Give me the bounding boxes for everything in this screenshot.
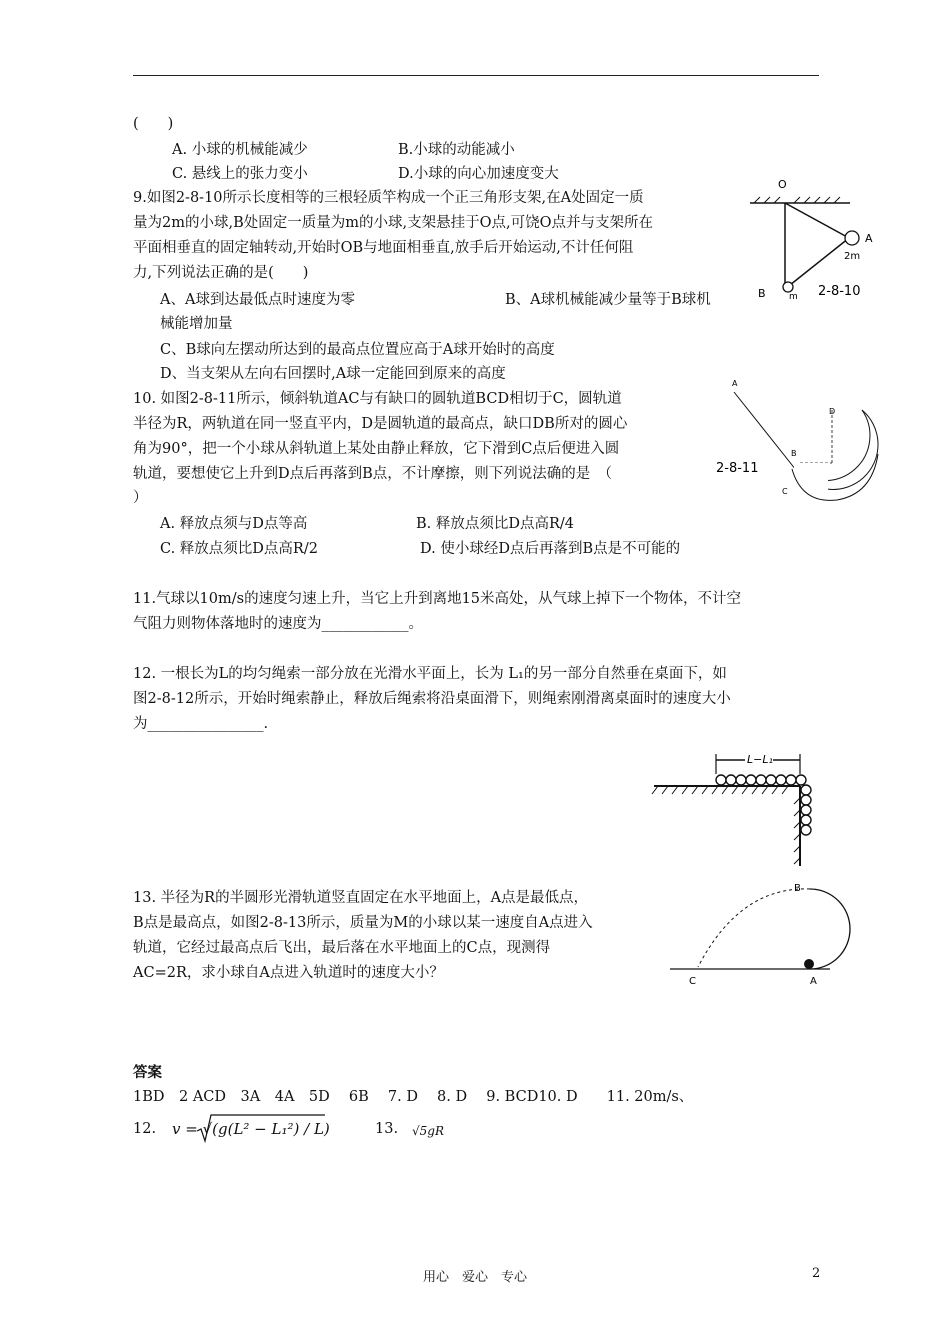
q10-option-c: C. 释放点须比D点高R/2 <box>160 541 318 557</box>
q12-line1: 12. 一根长为L的均匀绳索一部分放在光滑水平面上，长为 L₁的另一部分自然垂在桌面下，如 <box>133 666 727 682</box>
figure-2-8-11 <box>712 374 912 509</box>
answer-13-formula: √5gR <box>412 1124 444 1138</box>
q9-option-a: A、A球到达最低点时速度为零 <box>160 292 355 308</box>
q9-line2: 量为2m的小球,B处固定一质量为m的小球,支架悬挂于O点,可饶O点并与支架所在 <box>133 215 653 231</box>
q9-line3: 平面相垂直的固定轴转动,开始时OB与地面相垂直,放手后开始运动,不计任何阻 <box>133 240 634 256</box>
figure-caption: 2-8-11 <box>716 461 759 476</box>
label-m: m <box>789 292 798 302</box>
q12-line3: 为________________. <box>133 716 269 732</box>
q10-option-b: B. 释放点须比D点高R/4 <box>416 516 575 532</box>
q10-line4: 轨道，要想使它上升到D点后再落到B点，不计摩擦，则下列说法确的是 （ <box>133 466 613 482</box>
q10-line3: 角为90°，把一个小球从斜轨道上某处由静止释放，它下滑到C点后便进入圆 <box>133 441 620 457</box>
ball-b <box>783 282 793 292</box>
label-b: B <box>791 449 797 458</box>
answer-paren: ( ) <box>133 116 174 132</box>
q9-option-b-cont: 械能增加量 <box>160 316 233 332</box>
header-rule <box>133 75 819 76</box>
q10-line1: 10. 如图2-8-11所示，倾斜轨道AC与有缺口的圆轨道BCD相切于C，圆轨道 <box>133 391 622 407</box>
q9-line1: 9.如图2-8-10所示长度相等的三根轻质竿构成一个正三角形支架,在A处固定一质 <box>133 190 644 206</box>
figure-caption: 2-8-10 <box>818 284 861 299</box>
ball-a <box>845 231 859 245</box>
q13-line4: AC=2R，求小球自A点进入轨道时的速度大小？ <box>133 965 444 981</box>
q9-line4: 力,下列说法正确的是( ) <box>133 265 309 281</box>
answer-13-label: 13. <box>375 1121 399 1137</box>
q8-option-b: B.小球的动能减小 <box>398 142 515 158</box>
q8-option-c: C. 悬线上的张力变小 <box>172 166 308 182</box>
label-length: L−L₁ <box>747 753 773 766</box>
answer-12-label: 12. <box>133 1121 157 1137</box>
label-b: B <box>758 287 766 300</box>
q13-line2: B点是最高点，如图2-8-13所示，质量为M的小球以某一速度自A点进入 <box>133 915 593 931</box>
q8-option-a: A. 小球的机械能减少 <box>172 142 308 158</box>
answer-12-formula: v = √(g(L² − L₁²) / L) <box>172 1120 330 1138</box>
q10-line5: ） <box>133 490 148 506</box>
label-o: O <box>778 178 787 191</box>
page-number: 2 <box>812 1266 821 1281</box>
q9-option-d: D、当支架从左向右回摆时,A球一定能回到原来的高度 <box>160 366 506 382</box>
label-d: D <box>829 407 836 416</box>
answer-12-radical <box>195 1113 330 1145</box>
q10-option-d: D. 使小球经D点后再落到B点是不可能的 <box>420 541 681 557</box>
answers-title: 答案 <box>133 1064 162 1081</box>
q9-option-b: B、A球机械能减少量等于B球机 <box>505 292 711 308</box>
q11-line1: 11.气球以10m/s的速度匀速上升，当它上升到离地15米高处，从气球上掉下一个物体，不计空 <box>133 591 742 607</box>
answers-line1: 1BD 2 ACD 3A 4A 5D 6B 7. D 8. D 9. BCD10. D 11. 20m/s、 <box>133 1089 694 1105</box>
q9-option-c: C、B球向左摆动所达到的最高点位置应高于A球开始时的高度 <box>160 342 555 358</box>
figure-2-8-13 <box>665 878 865 993</box>
label-a: A <box>732 379 738 388</box>
label-a: A <box>810 976 817 987</box>
label-a: A <box>865 232 873 245</box>
figure-2-8-10 <box>740 175 890 305</box>
q13-line3: 轨道，它经过最高点后飞出，最后落在水平地面上的C点，现测得 <box>133 940 551 956</box>
label-c: C <box>689 976 696 987</box>
label-2m: 2m <box>844 251 861 262</box>
label-c: C <box>782 487 788 496</box>
figure-2-8-12 <box>650 748 830 868</box>
q13-line1: 13. 半径为R的半圆形光滑轨道竖直固定在水平地面上，A点是最低点， <box>133 890 589 906</box>
q8-option-d: D.小球的向心加速度变大 <box>398 166 559 182</box>
q11-line2: 气阻力则物体落地时的速度为____________。 <box>133 616 423 632</box>
q10-line2: 半径为R，两轨道在同一竖直平内，D是圆轨道的最高点，缺口DB所对的圆心 <box>133 416 628 432</box>
q10-option-a: A. 释放点须与D点等高 <box>160 516 308 532</box>
q12-line2: 图2-8-12所示，开始时绳索静止，释放后绳索将沿桌面滑下，则绳索刚滑离桌面时的速度大小 <box>133 691 731 707</box>
label-b: B <box>794 883 801 894</box>
page-footer: 用心 爱心 专心 <box>422 1270 527 1285</box>
